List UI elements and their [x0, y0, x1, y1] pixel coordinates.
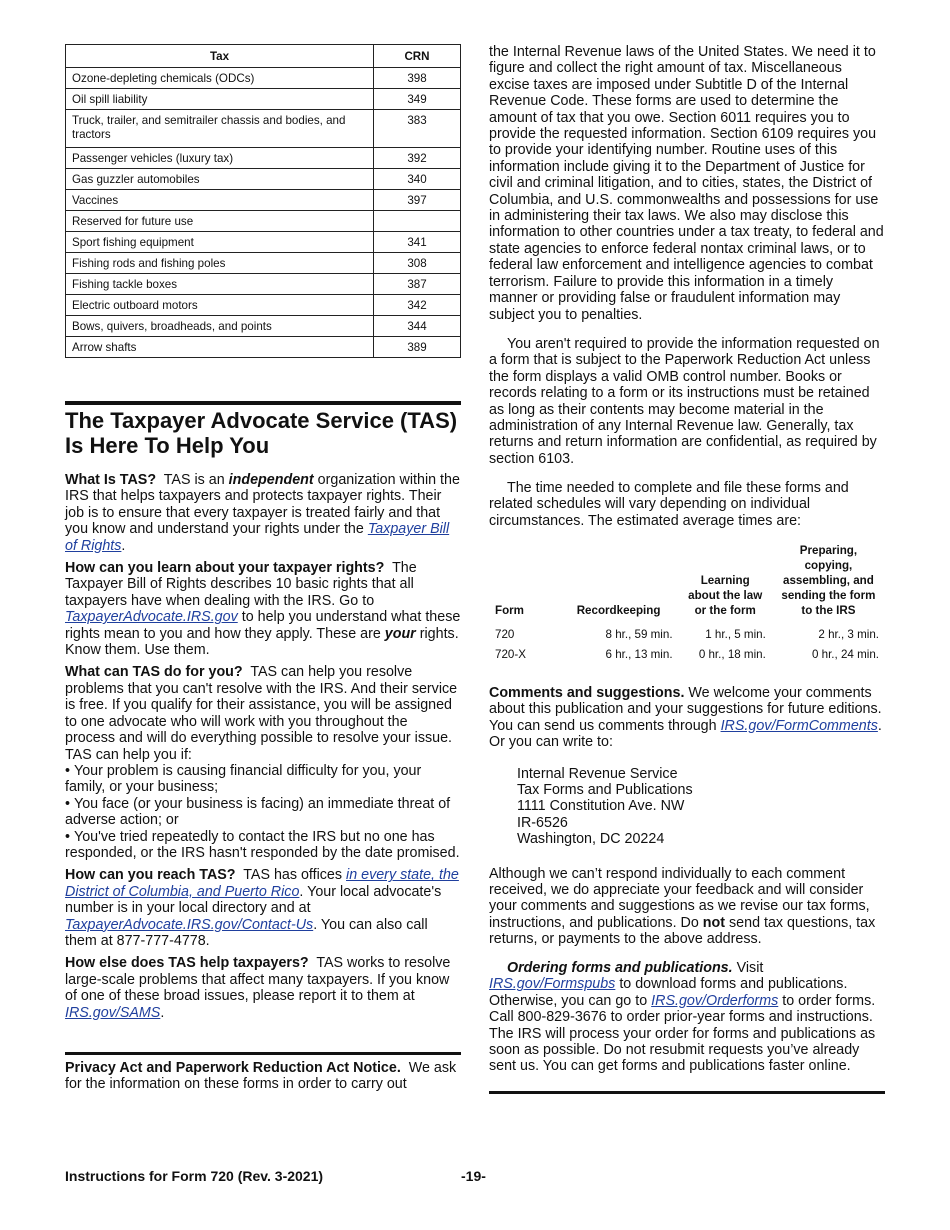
privacy-section — [65, 1060, 461, 1093]
else-tas-paragraph: How else does TAS help taxpayers? TAS works to resolve large-scale problems that affect many taxpayers. If you know of one of these broad issues, please report it to them at IRS.gov/SAMS. — [65, 955, 451, 1021]
taxpayer-advocate-link[interactable]: TaxpayerAdvocate.IRS.gov — [65, 609, 238, 626]
table-row — [489, 642, 885, 662]
sams-link[interactable]: IRS.gov/SAMS — [65, 1004, 161, 1021]
your-emphasis: your — [384, 625, 416, 642]
tax-cell: Oil spill liability — [66, 89, 374, 110]
recordkeeping-cell: 6 hr., 13 min. — [605, 647, 673, 661]
privacy-continued — [489, 44, 885, 323]
omb-text: You aren't required to provide the information requested on a form that is subject to the Paperwork Reduction Act unless the form displays a valid OMB control number. Books or records relating to a form or its instructions must be retained as long as their contents may become material in the administration of any Internal Revenue law. Generally, tax returns and return information are confidential, as required by section 6103. — [489, 336, 880, 467]
header-recordkeeping: Recordkeeping — [576, 604, 661, 617]
tas-section — [65, 472, 461, 1027]
table-row — [66, 337, 461, 358]
crn-table-header — [66, 45, 461, 68]
reach-text-1: TAS has offices — [243, 867, 343, 884]
else-tas-text: TAS works to resolve large-scale problems that affect many taxpayers. If you know of one of these broad issues, please report it to them at — [65, 955, 451, 1005]
crn-cell — [374, 211, 461, 232]
crn-cell: 344 — [374, 316, 461, 337]
header-preparing: Preparing, copying, assembling, and sending the form to the IRS — [781, 544, 876, 617]
tax-cell: Electric outboard motors — [66, 295, 374, 316]
learn-text-2: to help you understand what these rights mean to you and how they apply. These are — [65, 609, 461, 642]
learn-rights-paragraph — [65, 560, 461, 658]
table-row — [66, 253, 461, 274]
learning-cell: 0 hr., 18 min. — [698, 647, 766, 661]
table-row — [66, 110, 461, 148]
privacy-text: We ask for the information on these forms in order to carry out — [65, 1060, 457, 1093]
crn-cell: 383 — [374, 110, 461, 148]
tax-cell: Sport fishing equipment — [66, 232, 374, 253]
form-comments-link[interactable]: IRS.gov/FormComments — [720, 717, 878, 734]
crn-cell: 340 — [374, 169, 461, 190]
crn-cell: 397 — [374, 190, 461, 211]
privacy-continued-text: the Internal Revenue laws of the United States. We need it to figure and collect the right amount of tax. Miscellaneous excise taxes are imposed under Subtitle D of the Internal Revenue Code. These forms are used to determine the amount of tax that you owe. Section 6011 requires you to provide the requested information. Section 6109 requires you to provide your identifying number. Routine uses of this information include giving it to the Department of Justice for civil and criminal litigation, and to cities, states, the District of Columbia, and U.S. commonwealths and possessions for use in administering their tax laws. We also may disclose this information to other countries under a tax treaty, to federal and state agencies to enforce federal nontax criminal laws, or to federal law enforcement and intelligence agencies to combat terrorism. Failure to provide this information in a timely manner or providing false or fraudulent information may subject you to penalties. — [489, 44, 884, 323]
ordering-title: Ordering forms and publications. — [507, 960, 733, 976]
time-notice — [489, 480, 885, 529]
crn-header-crn: CRN — [374, 45, 461, 68]
learn-rights-question: How can you learn about your taxpayer rights? — [65, 560, 385, 577]
header-learning: Learning about the law or the form — [688, 574, 763, 617]
time-text: The time needed to complete and file these forms and related schedules will vary depending on individual circumstances. The estimated average times are: — [489, 480, 849, 529]
comments-after-text-2: send tax questions, tax returns, or payments to the above address. — [489, 914, 876, 948]
ordering-text-2: to download forms and publications. Otherwise, you can go to — [489, 976, 848, 1009]
comments-after-paragraph — [489, 866, 885, 948]
section-divider — [65, 1052, 461, 1055]
crn-cell: 308 — [374, 253, 461, 274]
table-row — [66, 274, 461, 295]
reach-tas-paragraph — [65, 867, 461, 949]
address-line: Internal Revenue Service — [517, 765, 678, 782]
not-emphasis: not — [702, 914, 726, 931]
what-can-tas-do-text: TAS can help you resolve problems that you can't resolve with the IRS. And their service is free. If you qualify for their assistance, you will be assigned to one advocate who will work with you throughout the process and will do everything possible to resolve your issue. TAS can help you if: — [65, 664, 458, 763]
page-number: -19- — [461, 1168, 486, 1184]
crn-cell: 398 — [374, 68, 461, 89]
bullet-text: Your problem is causing financial difficulty for you, your family, or your business; — [65, 762, 422, 796]
times-table — [489, 543, 885, 662]
table-row — [66, 89, 461, 110]
tax-cell: Vaccines — [66, 190, 374, 211]
contact-us-link[interactable]: TaxpayerAdvocate.IRS.gov/Contact-Us — [65, 916, 314, 933]
taxpayer-bill-of-rights-link[interactable]: Taxpayer Bill of Rights — [65, 521, 450, 554]
tax-cell: Arrow shafts — [66, 337, 374, 358]
what-can-tas-do-paragraph — [65, 664, 461, 762]
ordering-section — [489, 960, 885, 1075]
header-form: Form — [495, 604, 524, 617]
tax-cell: Reserved for future use — [66, 211, 374, 232]
list-item: • You face (or your business is facing) an immediate threat of adverse action; or — [65, 795, 451, 829]
tax-cell: Ozone-depleting chemicals (ODCs) — [66, 68, 374, 89]
what-is-tas-paragraph: What Is TAS? TAS is an independent organization within the IRS that helps taxpayers and protects taxpayer rights. Their job is to ensure that every taxpayer is treated fairly and that you know and understand your rights under the Taxpayer Bill of Rights. — [65, 472, 460, 554]
list-item: • You've tried repeatedly to contact the IRS but no one has responded, or the IRS hasn't responded by the date promised. — [65, 828, 460, 861]
address-line: 1111 Constitution Ave. NW — [517, 798, 685, 815]
reach-text-2: . Your local advocate's number is in your local directory and at — [65, 883, 442, 917]
form-cell: 720 — [495, 627, 515, 641]
section-divider — [65, 401, 461, 405]
reach-tas-question: How can you reach TAS? — [65, 867, 236, 884]
form-cell: 720-X — [495, 647, 526, 661]
list-item: • Your problem is causing financial difficulty for you, your family, or your business; — [65, 762, 422, 796]
crn-cell: 387 — [374, 274, 461, 295]
else-tas-question: How else does TAS help taxpayers? — [65, 955, 309, 972]
tas-heading: The Taxpayer Advocate Service (TAS) Is Here To Help You — [65, 408, 458, 458]
comments-after-text-1: Although we can’t respond individually to each comment received, we do appreciate your feedback and will consider your comments and suggestions as we revise our tax forms, instructions, and publications. Do — [489, 865, 870, 931]
crn-cell: 342 — [374, 295, 461, 316]
footer-form-title: Instructions for Form 720 (Rev. 3-2021) — [65, 1168, 324, 1184]
reach-text-3: . You can also call them at 877-777-4778. — [65, 916, 428, 949]
tax-cell: Passenger vehicles (luxury tax) — [66, 148, 374, 169]
preparing-cell: 0 hr., 24 min. — [811, 647, 879, 661]
recordkeeping-cell: 8 hr., 59 min. — [605, 627, 673, 641]
crn-cell: 389 — [374, 337, 461, 358]
preparing-cell: 2 hr., 3 min. — [818, 627, 879, 641]
what-is-text-1: TAS is an — [163, 472, 225, 488]
independent-emphasis: independent — [228, 472, 314, 488]
what-is-text-2: organization within the IRS that helps taxpayers and protects taxpayer rights. Their job is to ensure that every taxpayer is treated fairly and that you know and understand your rights under the — [65, 472, 460, 538]
crn-cell: 341 — [374, 232, 461, 253]
ordering-text-1: Visit — [736, 960, 764, 976]
tax-cell: Bows, quivers, broadheads, and points — [66, 316, 374, 337]
tax-cell: Truck, trailer, and semitrailer chassis and bodies, and tractors — [66, 110, 374, 148]
formspubs-link[interactable]: IRS.gov/Formspubs — [489, 976, 616, 993]
table-row — [489, 622, 885, 642]
comments-title: Comments and suggestions. — [489, 685, 685, 701]
table-row — [66, 148, 461, 169]
learning-cell: 1 hr., 5 min. — [705, 627, 766, 641]
table-row — [66, 190, 461, 211]
orderforms-link[interactable]: IRS.gov/Orderforms — [651, 992, 779, 1009]
learn-text-3: rights. Know them. Use them. — [65, 625, 459, 659]
omb-notice — [489, 336, 885, 467]
crn-header-tax: Tax — [66, 45, 374, 68]
privacy-title: Privacy Act and Paperwork Reduction Act Notice. — [65, 1060, 401, 1076]
table-row — [66, 232, 461, 253]
mailing-address — [517, 766, 885, 848]
tax-cell: Fishing tackle boxes — [66, 274, 374, 295]
table-row — [66, 169, 461, 190]
bullet-text: You face (or your business is facing) an immediate threat of adverse action; or — [65, 795, 451, 829]
crn-table — [65, 44, 461, 358]
table-row — [66, 316, 461, 337]
ordering-paragraph — [489, 960, 885, 1075]
comments-text-2: . Or you can write to: — [489, 717, 882, 751]
section-divider — [489, 1091, 885, 1094]
table-row — [66, 68, 461, 89]
tax-cell: Gas guzzler automobiles — [66, 169, 374, 190]
ordering-text-3: to order forms. Call 800-829-3676 to order prior-year forms and instructions. The IRS will process your order for forms and publications as soon as possible. Do not resubmit requests you’ve already sent us. You can get forms and publications faster online. — [489, 992, 876, 1075]
address-line: IR-6526 — [517, 814, 568, 831]
address-line: Washington, DC 20224 — [517, 831, 665, 848]
learn-text-1: The Taxpayer Bill of Rights describes 10 basic rights that all taxpayers have when dealing with the IRS. Go to — [65, 560, 417, 609]
bullet-text: You've tried repeatedly to contact the IRS but no one has responded, or the IRS hasn't responded by the date promised. — [65, 828, 460, 861]
crn-cell: 349 — [374, 89, 461, 110]
offices-link[interactable]: in every state, the District of Columbia, and Puerto Rico — [65, 867, 459, 900]
crn-cell: 392 — [374, 148, 461, 169]
privacy-paragraph — [65, 1060, 461, 1093]
comments-section — [489, 685, 885, 948]
comments-paragraph — [489, 685, 885, 751]
tax-cell: Fishing rods and fishing poles — [66, 253, 374, 274]
table-row — [66, 211, 461, 232]
times-table-header — [489, 543, 885, 622]
what-is-tas-question: What Is TAS? — [65, 472, 157, 488]
comments-text-1: We welcome your comments about this publication and your suggestions for future editions. You can send us comments through — [489, 685, 882, 734]
what-can-tas-do-question: What can TAS do for you? — [65, 664, 243, 681]
address-line: Tax Forms and Publications — [517, 782, 693, 799]
table-row — [66, 295, 461, 316]
